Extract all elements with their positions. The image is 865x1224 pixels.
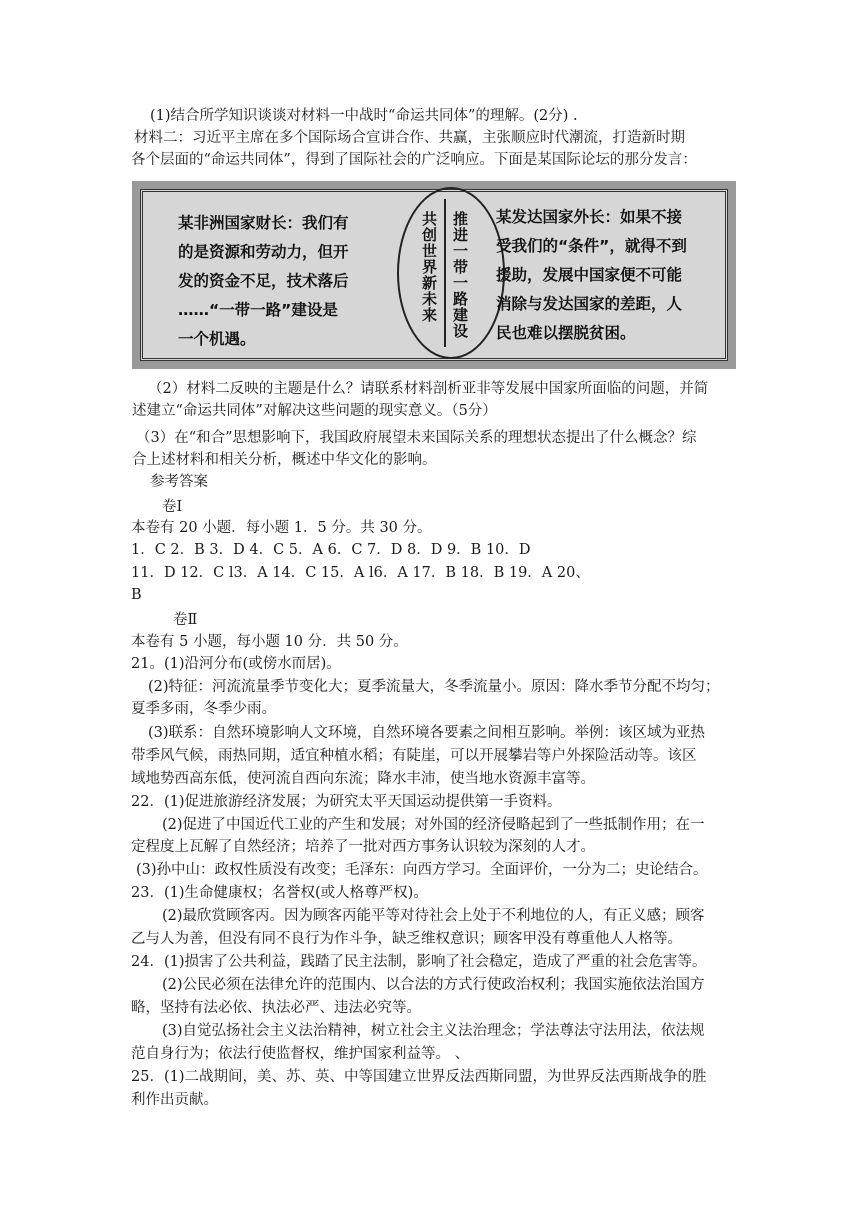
question-3-line-1: （3）在“和合”思想影响下，我国政府展望未来国际关系的理想状态提出了什么概念？综 xyxy=(136,430,697,446)
section-2-heading: 卷Ⅱ xyxy=(173,612,198,628)
answers-row-1: 1．C 2．B 3．D 4．C 5．A 6．C 7．D 8．D 9．B 10．D xyxy=(131,542,531,558)
answer-23-2-cont: 乙与人为善，但没有同不良行为作斗争，缺乏维权意识；顾客甲没有尊重他人人格等。 xyxy=(131,931,682,947)
section-2-note: 本卷有 5 小题，每小题 10 分．共 50 分。 xyxy=(131,634,408,650)
developed-minister-speech xyxy=(496,203,687,348)
section-1-heading: 卷Ⅰ xyxy=(162,499,183,515)
answer-22-2-cont: 定程度上瓦解了自然经济；培养了一批对西方事务认识较为深刻的人才。 xyxy=(131,839,595,855)
slogan-right: 推进一带一路建设 xyxy=(451,211,469,339)
answer-24-3-cont: 范自身行为；依法行使监督权，维护国家利益等。 、 xyxy=(131,1046,470,1062)
question-2-line-2: 述建立“命运共同体”对解决这些问题的现实意义。（5分） xyxy=(132,403,497,419)
answer-21-2-cont: 夏季多雨，冬季少雨。 xyxy=(131,701,276,717)
speech-line: 一个机遇。 xyxy=(178,330,256,348)
speech-line: ……“一带一路”建设是 xyxy=(178,301,338,319)
answer-21-3-cont: 带季风气候，雨热同期，适宜种植水稻；有陡崖，可以开展攀岩等户外探险活动等。该区 xyxy=(131,748,697,764)
answer-22-1: 22．(1)促进旅游经济发展；为研究太平天国运动提供第一手资料。 xyxy=(131,794,562,810)
answer-23-2: (2)最欣赏顾客丙。因为顾客丙能平等对待社会上处于不利地位的人，有正义感；顾客 xyxy=(162,908,705,924)
speech-line: 的是资源和劳动力，但开 xyxy=(178,243,349,261)
answer-24-2: (2)公民必须在法律允许的范围内、以合法的方式行使政治权利；我国实施依法治国方 xyxy=(162,977,705,993)
speech-line: 受我们的“条件”，就得不到 xyxy=(496,237,687,255)
african-minister-speech xyxy=(178,209,349,354)
question-3-line-2: 合上述材料和相关分析，概述中华文化的影响。 xyxy=(132,452,437,468)
speech-line: 某发达国家外长：如果不接 xyxy=(496,208,683,226)
answer-21-3-cont: 域地势西高东低，使河流自西向东流；降水丰沛，使当地水资源丰富等。 xyxy=(131,771,595,787)
speech-line: 消除与发达国家的差距，人 xyxy=(496,295,683,313)
answer-25-1: 25．(1)二战期间，美、苏、英、中等国建立世界反法西斯同盟，为世界反法西斯战争的胜 xyxy=(131,1069,707,1085)
speech-line: 民也难以摆脱贫困。 xyxy=(496,324,636,342)
answer-24-3: (3)自觉弘扬社会主义法治精神，树立社会主义法治理念；学法尊法守法用法，依法规 xyxy=(162,1023,705,1039)
answer-22-3: (3)孙中山：政权性质没有改变；毛泽东：向西方学习。全面评价，一分为二；史论结合。 xyxy=(136,862,708,878)
speech-line: 援助，发展中国家便不可能 xyxy=(496,266,683,284)
answer-21-2: (2)特征：河流流量季节变化大；夏季流量大，冬季流量小。原因：降水季节分配不均匀； xyxy=(148,679,720,695)
material-2-line-2: 各个层面的“命运共同体”，得到了国际社会的广泛响应。下面是某国际论坛的那分发言： xyxy=(131,152,697,168)
material-2-line-1: 材料二：习近平主席在多个国际场合宣讲合作、共赢，主张顺应时代潮流，打造新时期 xyxy=(134,130,685,146)
answer-24-2-cont: 略，坚持有法必依、执法必严、违法必究等。 xyxy=(131,1000,421,1016)
forum-cartoon-image xyxy=(132,181,736,369)
answer-24-1: 24．(1)损害了公共利益，践踏了民主法制，影响了社会稳定，造成了严重的社会危害等。 xyxy=(131,954,707,970)
answers-row-2: 11．D 12．C l3．A 14．C 15．A l6．A 17．B 18．B 19．A 20、 xyxy=(131,565,590,581)
speech-line: 发的资金不足，技术落后 xyxy=(178,272,349,290)
answer-21-3: (3)联系：自然环境影响人文环境，自然环境各要素之间相互影响。举例：该区域为亚热 xyxy=(148,725,706,741)
answer-25-1-cont: 利作出贡献。 xyxy=(131,1092,218,1108)
speech-line: 某非洲国家财长：我们有 xyxy=(178,214,349,232)
slogan-divider xyxy=(444,199,446,347)
section-1-note: 本卷有 20 小题．每小题 1．5 分。共 30 分。 xyxy=(131,520,432,536)
answer-22-2: (2)促进了中国近代工业的产生和发展；对外国的经济侵略起到了一些抵制作用；在一 xyxy=(162,817,705,833)
answer-23-1: 23．(1)生命健康权；名誉权(或人格尊严权)。 xyxy=(131,885,428,901)
question-1: (1)结合所学知识谈谈对材料一中战时“命运共同体”的理解。(2分) . xyxy=(150,108,578,124)
question-2-line-1: （2）材料二反映的主题是什么？请联系材料剖析亚非等发展中国家所面临的问题，并简 xyxy=(148,381,709,397)
answer-21-1: 21。(1)沿河分布(或傍水而居)。 xyxy=(131,656,341,672)
answers-row-3: B xyxy=(131,587,142,603)
answer-heading: 参考答案 xyxy=(150,474,208,490)
slogan-left: 共创世界新未来 xyxy=(420,211,438,323)
